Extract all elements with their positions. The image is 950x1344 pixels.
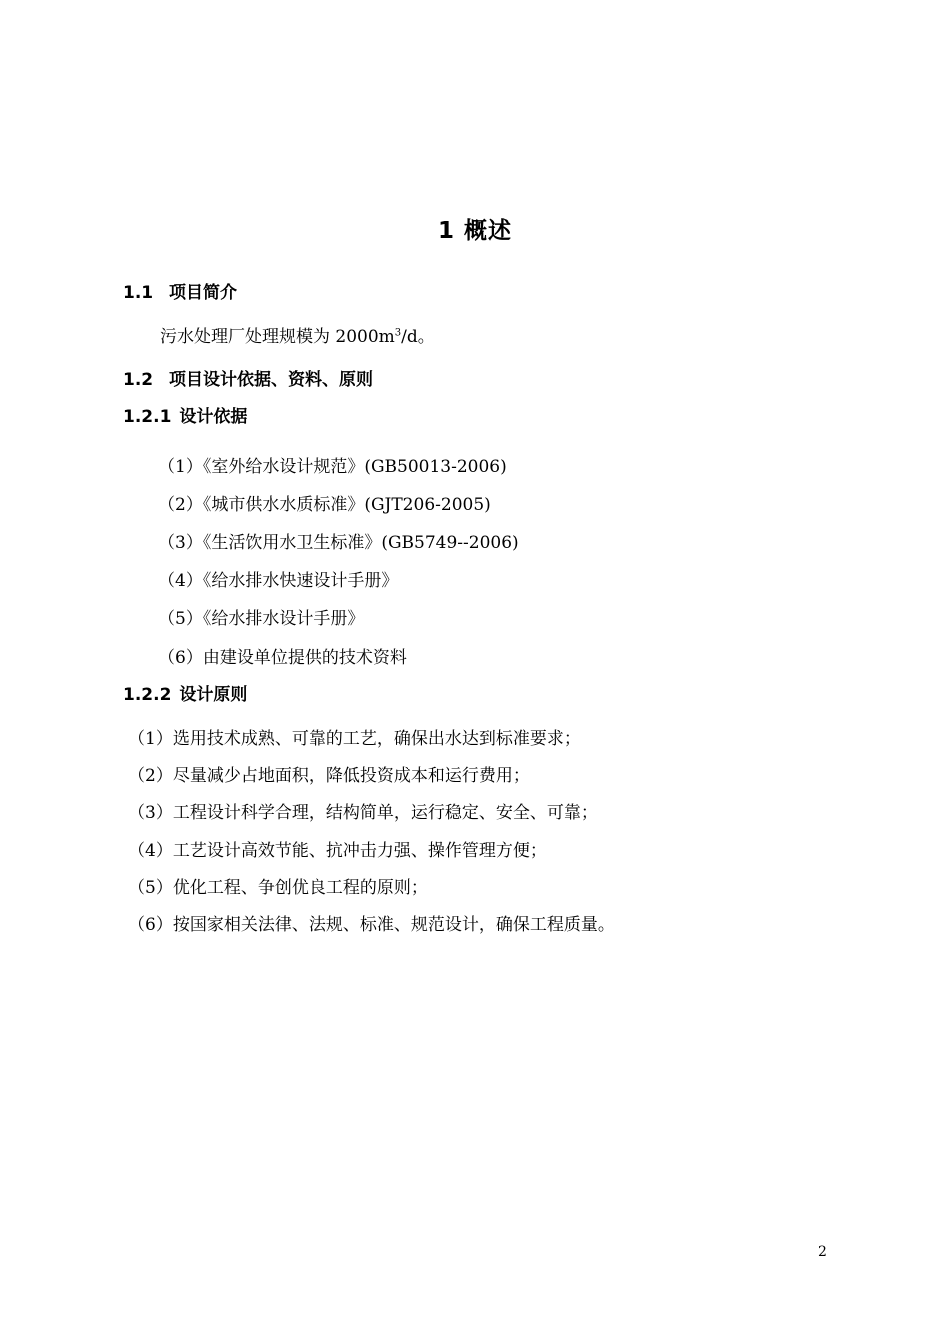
principle-item: （6）按国家相关法律、法规、标准、规范设计，确保工程质量。 (128, 915, 615, 935)
section-title: 项目设计依据、资料、原则 (169, 370, 373, 390)
reference-item: （2）《城市供水水质标准》(GJT206-2005) (158, 495, 491, 515)
chapter-title (0, 212, 950, 245)
section-title: 设计原则 (179, 685, 248, 705)
chapter-number: 1 (437, 218, 455, 244)
project-summary-text: 污水处理厂处理规模为 $2000m^3/d$。 (160, 327, 435, 347)
reference-item: （5）《给水排水设计手册》 (158, 609, 365, 629)
section-title: 设计依据 (179, 407, 248, 427)
principle-item: （4）工艺设计高效节能、抗冲击力强、操作管理方便； (128, 841, 547, 861)
reference-item: （6）由建设单位提供的技术资料 (158, 648, 407, 668)
section-title: 项目简介 (169, 283, 237, 303)
unit-superscript: 3 (394, 327, 402, 339)
principle-item: （1）选用技术成熟、可靠的工艺，确保出水达到标准要求； (128, 729, 581, 749)
section-heading-1-2-1 (123, 402, 247, 427)
section-heading-1-1 (123, 278, 237, 303)
principle-item: （3）工程设计科学合理，结构简单，运行稳定、安全、可靠； (128, 803, 598, 823)
section-number: 1.2 (123, 370, 154, 390)
section-heading-1-2-2 (123, 680, 247, 705)
page-number: 2 (818, 1244, 827, 1260)
section-number: 1.2.1 (123, 407, 172, 427)
section-number: 1.1 (123, 283, 154, 303)
reference-item: （1）《室外给水设计规范》(GB50013-2006) (158, 457, 507, 477)
section-heading-1-2 (123, 365, 373, 390)
principle-item: （5）优化工程、争创优良工程的原则； (128, 878, 428, 898)
reference-item: （4）《给水排水快速设计手册》 (158, 571, 399, 591)
chapter-title-text: 概述 (464, 218, 513, 244)
reference-item: （3）《生活饮用水卫生标准》(GB5749--2006) (158, 533, 519, 553)
principle-item: （2）尽量减少占地面积，降低投资成本和运行费用； (128, 766, 530, 786)
section-number: 1.2.2 (123, 685, 172, 705)
